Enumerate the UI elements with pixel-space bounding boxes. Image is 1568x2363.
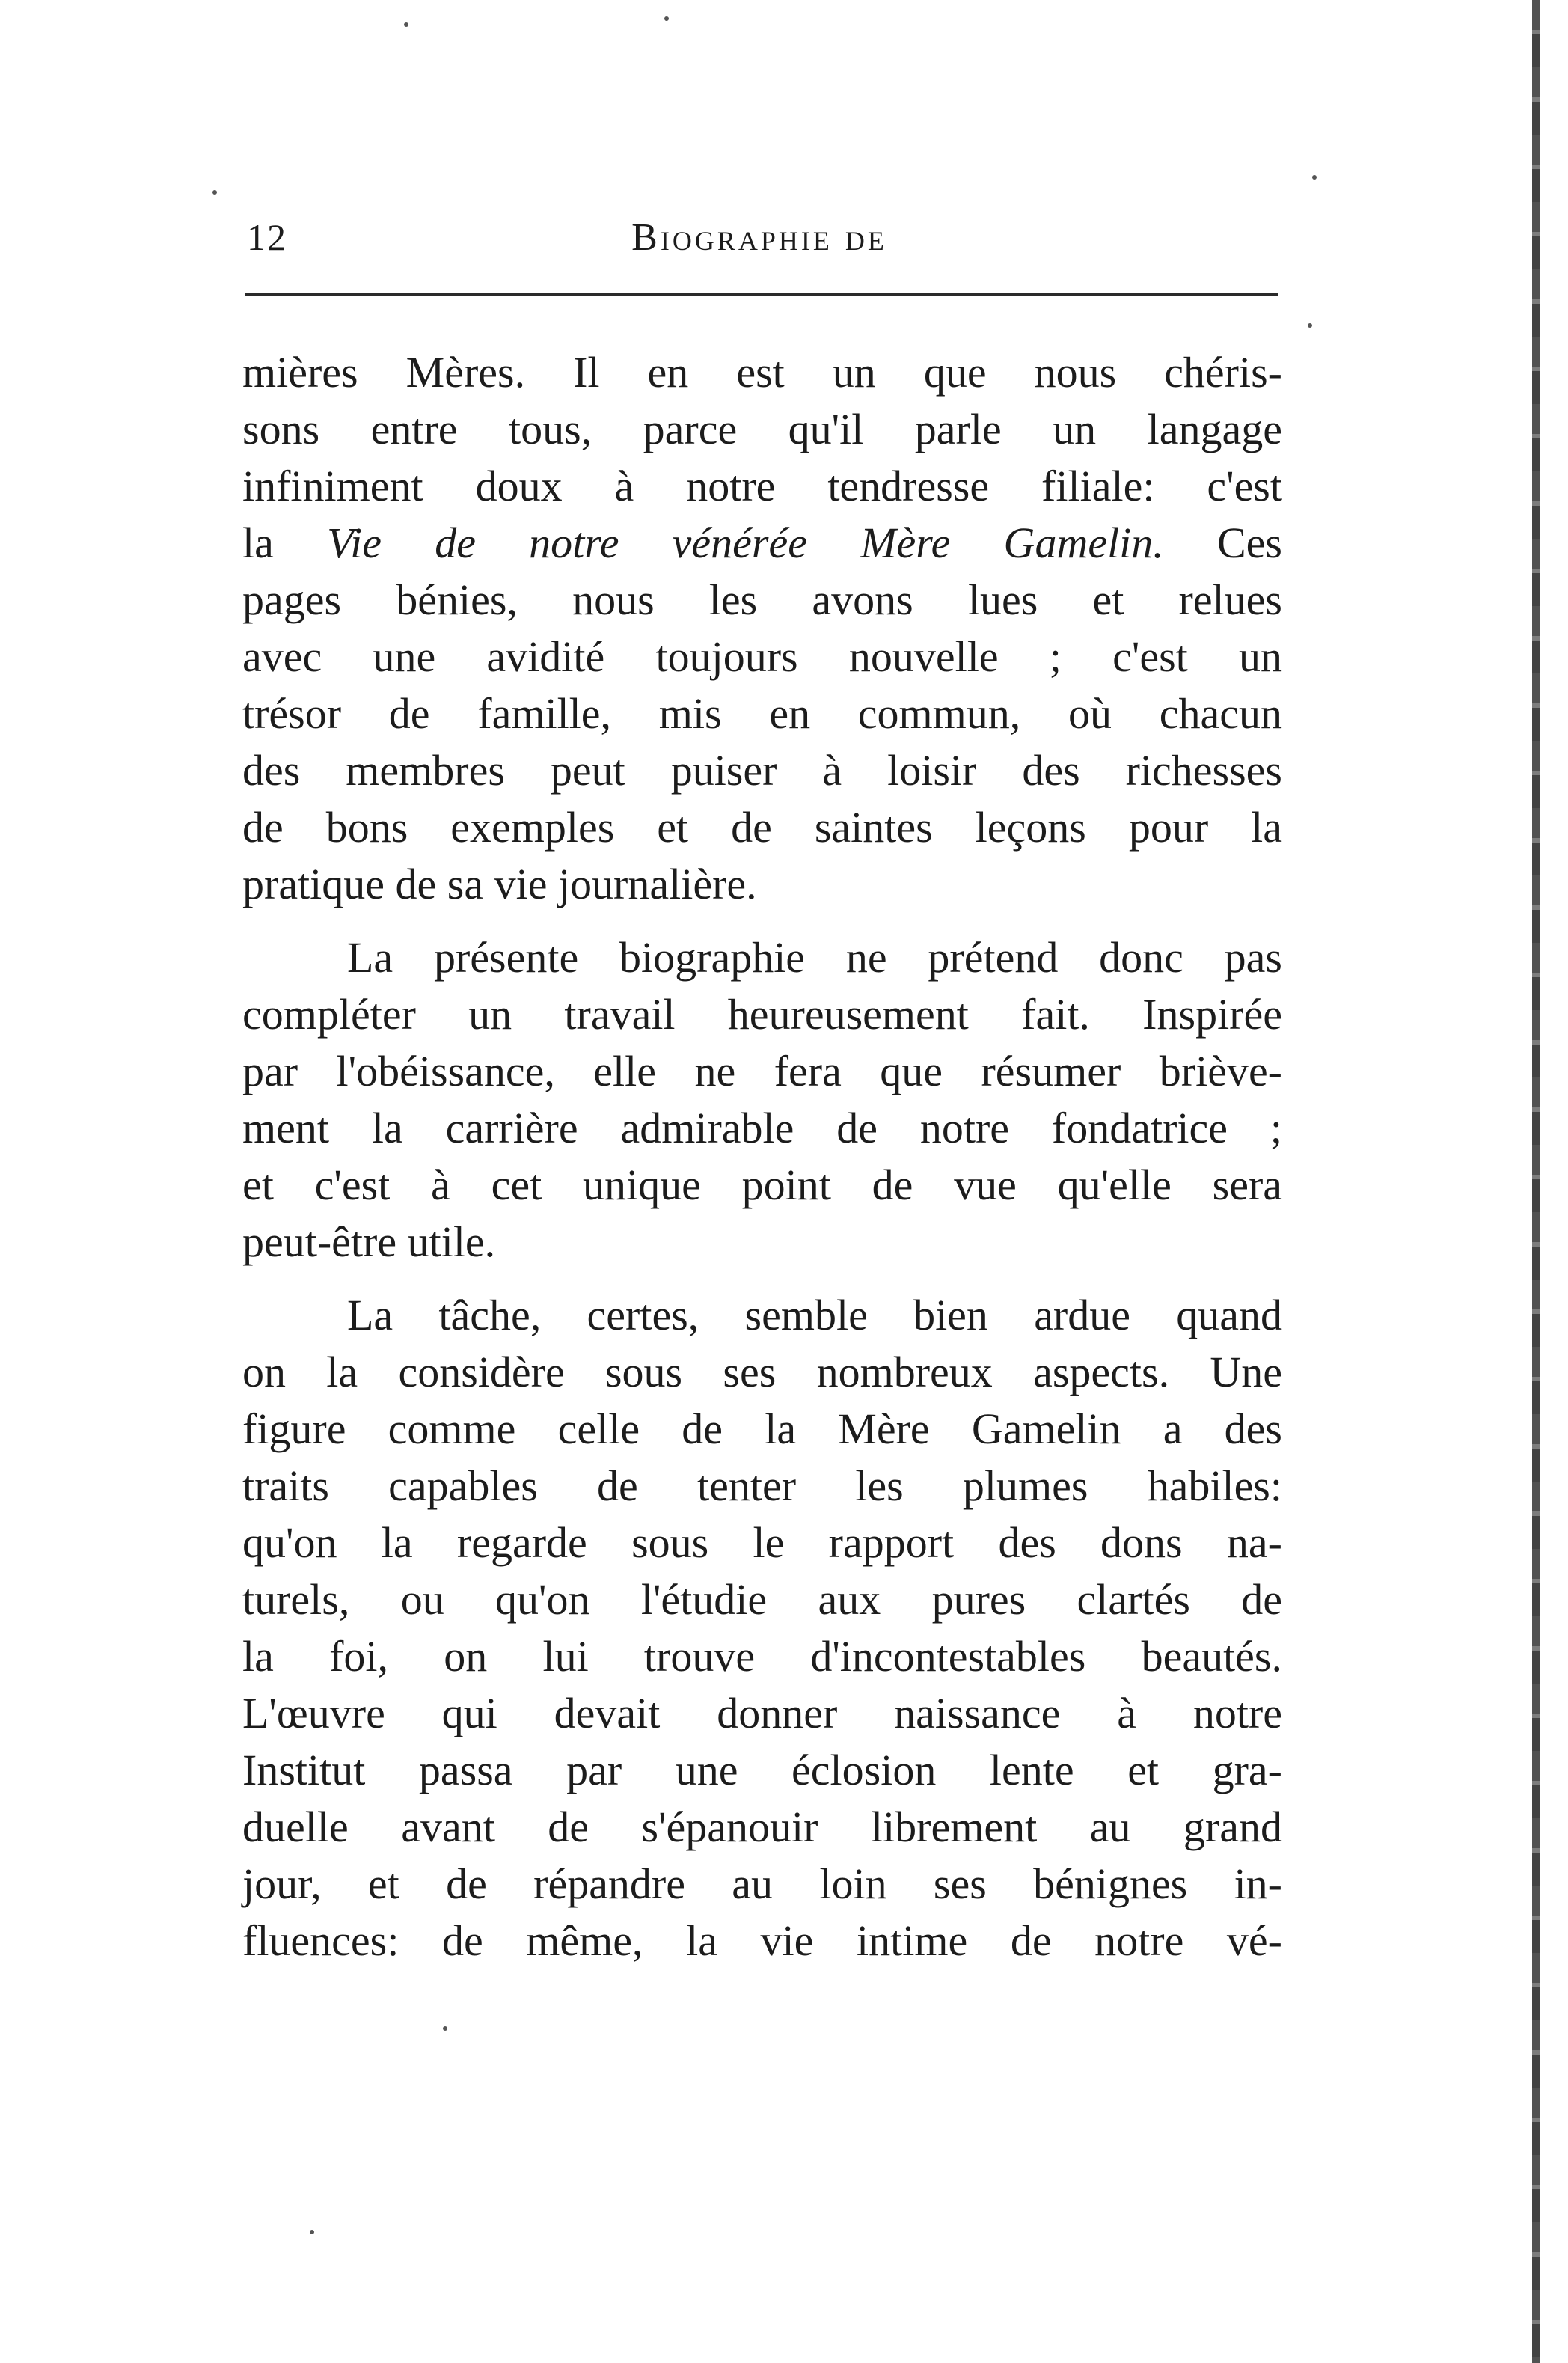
text-line: pages bénies, nous les avons lues et relues [242, 575, 1282, 624]
page-number: 12 [247, 216, 287, 258]
scan-speck [212, 190, 217, 195]
text-line: turels, ou qu'on l'étudie aux pures clartés de [242, 1575, 1282, 1624]
text-line: La présente biographie ne prétend donc pas [347, 933, 1282, 982]
text-line: qu'on la regarde sous le rapport des dons na- [242, 1518, 1282, 1567]
text-line: Institut passa par une éclosion lente et gra- [242, 1746, 1282, 1794]
scan-speck [443, 2026, 447, 2031]
scan-speck [404, 22, 408, 27]
text-line: trésor de famille, mis en commun, où chacun [242, 689, 1282, 738]
scan-speck [310, 2230, 314, 2234]
text-line: des membres peut puiser à loisir des richesses [242, 746, 1282, 795]
text-line: et c'est à cet unique point de vue qu'elle sera [242, 1161, 1282, 1209]
text-line: figure comme celle de la Mère Gamelin a des [242, 1404, 1282, 1453]
paragraph-gap [242, 1271, 1282, 1287]
paragraph-gap [242, 913, 1282, 929]
text-line: L'œuvre qui devait donner naissance à notre [242, 1689, 1282, 1737]
text-line: mières Mères. Il en est un que nous chéris- [242, 348, 1282, 397]
body-text [242, 344, 1282, 1969]
text-line: peut-être utile. [242, 1217, 496, 1266]
paragraph-1 [242, 344, 1282, 913]
text-line [242, 515, 1282, 572]
text-line: la foi, on lui trouve d'incontestables beautés. [242, 1632, 1282, 1681]
scan-speck [1308, 323, 1312, 328]
text-line: compléter un travail heureusement fait. Inspirée [242, 990, 1282, 1039]
text-line: par l'obéissance, elle ne fera que résumer briève- [242, 1047, 1282, 1095]
text-fragment: Ces [1163, 519, 1282, 567]
running-head: Biographie de [631, 216, 887, 259]
text-line: sons entre tous, parce qu'il parle un langage [242, 405, 1282, 453]
text-line: de bons exemples et de saintes leçons pour la [242, 803, 1282, 852]
text-line: pratique de sa vie journalière. [242, 860, 757, 908]
paragraph-2 [242, 929, 1282, 1271]
scan-speck [664, 16, 669, 21]
paragraph-3 [242, 1287, 1282, 1969]
text-line: duelle avant de s'épanouir librement au grand [242, 1803, 1282, 1851]
text-line: fluences: de même, la vie intime de notre vé- [242, 1916, 1282, 1965]
book-title-italic: Vie de notre vénérée Mère Gamelin. [327, 519, 1164, 567]
text-line: avec une avidité toujours nouvelle ; c'est un [242, 632, 1282, 681]
text-fragment: la [242, 519, 328, 567]
text-line: jour, et de répandre au loin ses bénignes in- [242, 1859, 1282, 1908]
scan-binding-edge [1532, 0, 1540, 2363]
text-line: on la considère sous ses nombreux aspects. Une [242, 1348, 1282, 1396]
text-line: traits capables de tenter les plumes habiles: [242, 1461, 1282, 1510]
text-line: infiniment doux à notre tendresse filiale: c'est [242, 462, 1282, 510]
text-line: ment la carrière admirable de notre fondatrice ; [242, 1104, 1282, 1152]
text-line: La tâche, certes, semble bien ardue quand [347, 1291, 1282, 1339]
page-header [239, 215, 1279, 268]
header-rule [245, 293, 1278, 296]
scan-speck [1312, 175, 1317, 180]
